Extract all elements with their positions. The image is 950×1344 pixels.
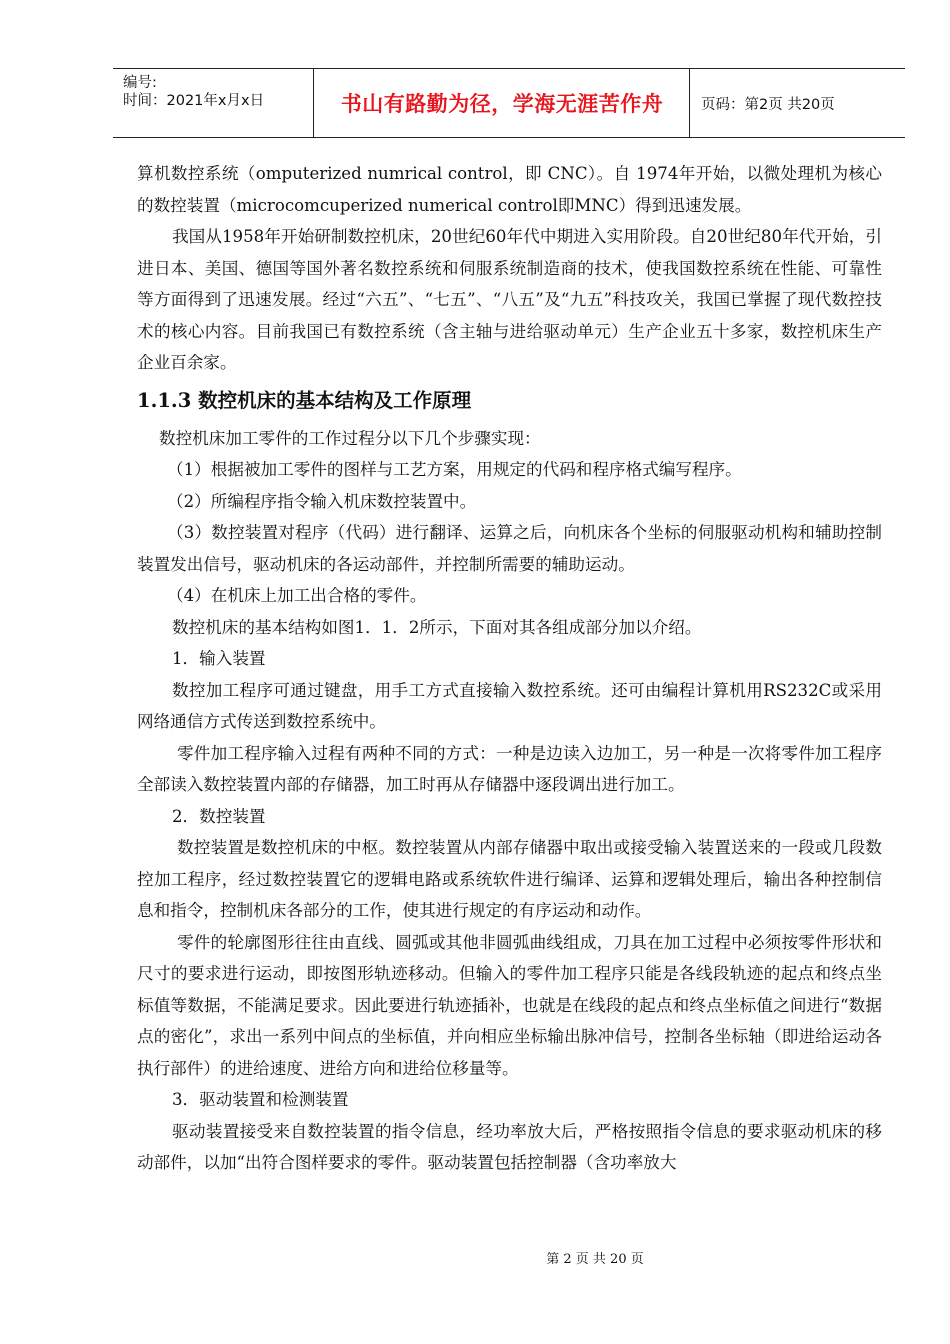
step-1: （1）根据被加工零件的图样与工艺方案，用规定的代码和程序格式编写程序。	[167, 460, 742, 479]
subsection-nc-device: 2．数控装置	[172, 806, 266, 826]
step-4: （4）在机床上加工出合格的零件。	[167, 586, 427, 605]
page-label: 页码：第2页 共20页	[701, 96, 835, 113]
page-footer	[0, 1248, 950, 1267]
number-label: 编号:	[123, 75, 157, 91]
section-heading: 1.1.3 数控机床的基本结构及工作原理	[137, 388, 472, 412]
paragraph-drive: 驱动装置接受来自数控装置的指令信息，经功率放大后，严格按照指令信息的要求驱动机床的移动部件，以加“出符合图样要求的零件。驱动装置包括控制器（含功率放大	[137, 1121, 882, 1172]
time-label: 时间：2021年x月x日	[123, 93, 265, 109]
paragraph-cnc-history: 算机数控系统（omputerized numrical control，即 CNC）。自 1974年开始，以微处理机为核心的数控装置（microcomcuperized numerical control即MNC）得到迅速发展。	[137, 164, 882, 215]
step-3: （3）数控装置对程序（代码）进行翻译、运算之后，向机床各个坐标的伺服驱动机构和辅助控制装置发出信号，驱动机床的各运动部件，并控制所需要的辅助运动。	[137, 523, 882, 574]
paragraph-nc-1: 数控装置是数控机床的中枢。数控装置从内部存储器中取出或接受输入装置送来的一段或几段数控加工程序，经过数控装置它的逻辑电路或系统软件进行编译、运算和逻辑处理后，输出各种控制信息和指令，控制机床各部分的工作，使其进行规定的有序运动和动作。	[137, 838, 882, 920]
document-body	[137, 158, 882, 1179]
header-page	[691, 69, 905, 137]
paragraph-structure: 数控机床的基本结构如图1．1．2所示，下面对其各组成部分加以介绍。	[172, 617, 702, 637]
paragraph-input-1: 数控加工程序可通过键盘，用手工方式直接输入数控系统。还可由编程计算机用RS232C或采用网络通信方式传送到数控系统中。	[137, 680, 882, 731]
header-motto	[315, 69, 690, 137]
paragraph-input-2: 零件加工程序输入过程有两种不同的方式：一种是边读入边加工，另一种是一次将零件加工程序全部读入数控装置内部的存储器，加工时再从存储器中逐段调出进行加工。	[137, 743, 882, 794]
paragraph-china-history: 我国从1958年开始研制数控机床，20世纪60年代中期进入实用阶段。自20世纪80年代开始，引进日本、美国、德国等国外著名数控系统和伺服系统制造商的技术，使我国数控系统在性能、可靠性等方面得到了迅速发展。经过“六五”、“七五”、“八五”及“九五”科技攻关，我国已掌握了现代数控技术的核心内容。目前我国已有数控系统（含主轴与进给驱动单元）生产企业五十多家，数控机床生产企业百余家。	[137, 227, 882, 372]
page-header	[113, 68, 905, 138]
motto-text: 书山有路勤为径，学海无涯苦作舟	[340, 92, 664, 116]
footer-page-number: 第 2 页 共 20 页	[546, 1252, 644, 1267]
header-meta	[113, 69, 314, 137]
paragraph-process-intro: 数控机床加工零件的工作过程分以下几个步骤实现：	[159, 428, 541, 448]
paragraph-nc-2: 零件的轮廓图形往往由直线、圆弧或其他非圆弧曲线组成，刀具在加工过程中必须按零件形状和尺寸的要求进行运动，即按图形轨迹移动。但输入的零件加工程序只能是各线段轨迹的起点和终点坐标值等数据，不能满足要求。因此要进行轨迹插补，也就是在线段的起点和终点坐标值之间进行“数据点的密化”，求出一系列中间点的坐标值，并向相应坐标输出脉冲信号，控制各坐标轴（即进给运动各执行部件）的进给速度、进给方向和进给位移量等。	[137, 932, 882, 1078]
subsection-drive: 3．驱动装置和检测装置	[172, 1090, 349, 1109]
subsection-input: 1．输入装置	[172, 649, 266, 668]
step-2: （2）所编程序指令输入机床数控装置中。	[167, 491, 477, 511]
